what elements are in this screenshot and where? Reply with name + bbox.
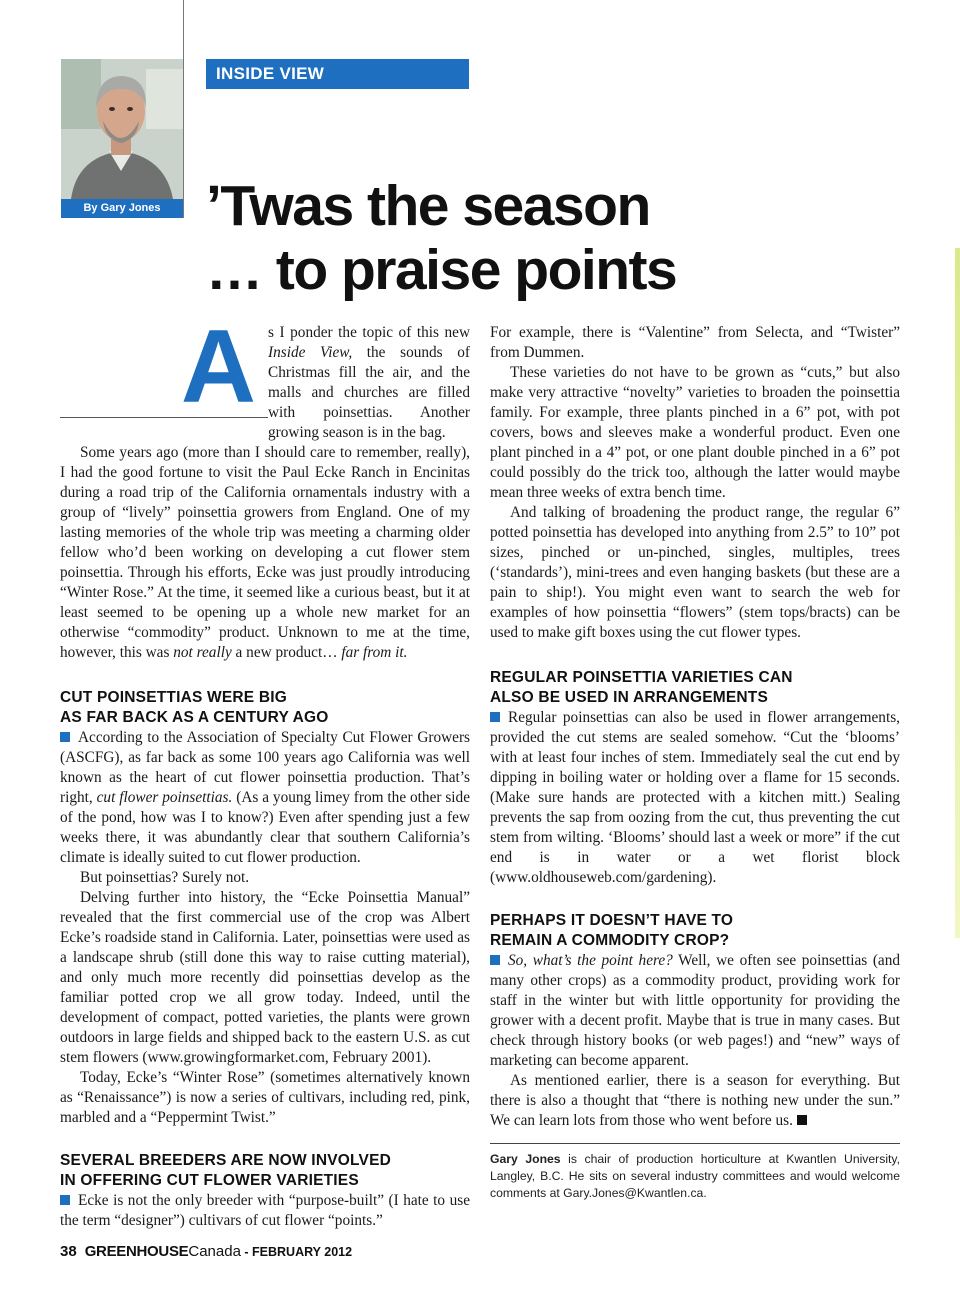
author-photo [61, 59, 183, 199]
headline-line-1: ’Twas the season [206, 174, 650, 238]
s4-italic: So, what’s the point here? [508, 952, 673, 969]
page-number: 38 [60, 1243, 77, 1260]
bio-name: Gary Jones [490, 1152, 561, 1166]
s4-text: Well, we often see poinsettias (and many other crops) as a commodity product, providing work for staff in the winter but with little opportunity for providing the grower with a decent profit. Maybe that is true in many cases. But check through history books (or web pages!) and “new” ways of marketing can become apparent. [490, 952, 901, 1069]
s3-text: Regular poinsettias can also be used in flower arrangements, provided the cut stems are sealed somehow. “Cut the ‘blooms’ with at least four inches of stem. Immediately seal the cut end by dipping in boiling water or holding over a flame for 15 seconds. (Make sure hands are protected with a kitchen mitt.) Sealing prevents the sap from oozing from the cut, thus preventing the cut stem from wilting. ‘Blooms’ should last a week or more” if the cut end is in water or a wet florist block (www.oldhouseweb.com/gardening). [490, 709, 900, 886]
section1-paragraph-3: Delving further into history, the “Ecke Poinsettia Manual” revealed that the first commercial use of the crop was Albert Ecke’s roadside stand in California. Later, poinsettias were used as a landscape shrub (still done this way to raise cutting material), and only much more recently did poinsettias develop as the familiar potted crop we all grow today. Indeed, until the development of compact, potted varieties, the plants were grown outdoors in large fields and shipped back to the eastern U.S. as cut stem flowers (www.growingformarket.com, February 2001). [60, 889, 470, 1066]
issue-date: FEBRUARY 2012 [252, 1245, 353, 1259]
dropcap: A [180, 309, 256, 425]
square-bullet-icon [60, 732, 70, 742]
dropcap-box [60, 309, 268, 425]
square-bullet-icon [490, 955, 500, 965]
section-heading-4 [490, 911, 900, 951]
byline: By Gary Jones [61, 199, 183, 218]
header-divider-line [183, 0, 184, 218]
intro-text: s I ponder the topic of this new [268, 324, 470, 341]
square-bullet-icon [490, 712, 500, 722]
section4-paragraph-1 [490, 951, 900, 1071]
section3-paragraph-1 [490, 708, 900, 888]
heading-line: AS FAR BACK AS A CENTURY AGO [60, 709, 329, 726]
spacer [60, 1128, 470, 1151]
section4-paragraph-2 [490, 1071, 900, 1131]
magazine-name-bold: GREENHOUSE [84, 1243, 189, 1260]
intro-p2-italic-2: far from it. [341, 644, 408, 661]
headline-line-2: … to praise points [206, 238, 677, 302]
heading-line: REGULAR POINSETTIA VARIETIES CAN [490, 669, 793, 686]
s2-text-part-b: For example, there is “Valentine” from Selecta, and “Twister” from Dummen. [490, 324, 900, 361]
section-banner: INSIDE VIEW [206, 59, 469, 89]
intro-italic: Inside View, [268, 344, 353, 361]
heading-line: ALSO BE USED IN ARRANGEMENTS [490, 689, 769, 706]
s1-italic: cut flower poinsettias. [96, 789, 233, 806]
spacer [490, 643, 900, 668]
intro-p2-italic-1: not really [173, 644, 232, 661]
magazine-name-light: Canada [188, 1243, 241, 1260]
page-footer [60, 1243, 352, 1260]
heading-line: SEVERAL BREEDERS ARE NOW INVOLVED [60, 1152, 391, 1169]
spacer [60, 663, 470, 688]
heading-line: REMAIN A COMMODITY CROP? [490, 932, 730, 949]
section1-paragraph-1 [60, 728, 470, 868]
heading-line: PERHAPS IT DOESN’T HAVE TO [490, 912, 734, 929]
article-column-right [490, 323, 900, 1202]
section1-paragraph-2: But poinsettias? Surely not. [80, 869, 250, 886]
s1-text: According to the Association of Specialty Cut Flower Growers (ASCFG), as far back as some 100 years ago California was well known as the heart of cut flower poinsettia production. That’s right, [60, 729, 470, 806]
intro-p2-mid: a new product… [231, 644, 342, 661]
section-heading-3 [490, 668, 900, 708]
s1-text-end: (As a young limey from the other side of the pond, how was I to know?) Even after spending just a few weeks there, it was abundantly clear that southern California’s climate is ideally suited to cut flower production. [60, 789, 470, 866]
s2-text-part-a: Ecke is not the only breeder with “purpose-built” (I hate to use the term “designer”) cultivars of cut flower “points.” [60, 1192, 470, 1229]
section-heading-2 [60, 1151, 470, 1191]
s4-p2-text: As mentioned earlier, there is a season for everything. But there is also a thought that “there is nothing new under the sun.” We can learn lots from those who went before us. [490, 1072, 900, 1129]
section2-paragraph-2: These varieties do not have to be grown as “cuts,” but also make very attractive “novelty” varieties to broaden the poinsettia family. For example, three plants pinched in a 6” pot, with pot covers, bows and sleeves make a wonderful product. Even one plant pinched in a 4” pot, or one plant double pinched in a 6” pot could possibly do the trick too, although the latter would maybe mean three weeks of extra bench time. [490, 364, 900, 501]
section2-paragraph-3: And talking of broadening the product range, the regular 6” potted poinsettia has developed into anything from 2.5” to 10” pot sizes, pinched or un-pinched, singles, multiples, trees (‘standards’), mini-trees and even hanging baskets (but these are a pain to ship!). You might even want to search the web for examples of how poinsettia “flowers” (stem tops/bracts) can be used to make gift boxes using the cut flower types. [490, 504, 900, 641]
article-column-left [60, 309, 470, 1231]
section-heading-1 [60, 688, 470, 728]
author-bio [490, 1151, 900, 1202]
intro-text-end: the sounds of Christmas fill the air, and the malls and churches are filled with poinsettias. Another growing season is in the bag. [268, 344, 470, 441]
end-mark-icon [797, 1115, 807, 1125]
headline [206, 174, 906, 302]
intro-paragraph-2 [60, 443, 470, 663]
intro-p2-text: Some years ago (more than I should care to remember, really), I had the good fortune to visit the Paul Ecke Ranch in Encinitas during a road trip of the California ornamentals industry with a group of “lively” poinsettia growers from England. One of my lasting memories of the whole trip was meeting a charming older fellow who’d been working on developing a cut flower stem poinsettia. Through his efforts, Ecke was just proudly introducing “Winter Rose.” At the time, it seemed like a curious beast, but it at least seemed to be opening up a whole new market for an otherwise “commodity” product. Unknown to me at the time, however, this was [60, 444, 470, 661]
square-bullet-icon [60, 1195, 70, 1205]
heading-line: IN OFFERING CUT FLOWER VARIETIES [60, 1172, 359, 1189]
bio-text: is chair of production horticulture at Kwantlen University, Langley, B.C. He sits on several industry committees and would welcome comments at Gary.Jones@Kwantlen.ca. [490, 1152, 900, 1200]
footer-separator: - [240, 1245, 253, 1259]
bio-divider [490, 1143, 900, 1144]
section2-paragraph-1-start [60, 1191, 470, 1231]
heading-line: CUT POINSETTIAS WERE BIG [60, 689, 287, 706]
section1-paragraph-4: Today, Ecke’s “Winter Rose” (sometimes alternatively known as “Renaissance”) is now a series of cultivars, including red, pink, marbled and a “Peppermint Twist.” [60, 1069, 470, 1126]
page-edge-accent [955, 248, 960, 938]
section2-paragraph-1-cont [490, 323, 900, 363]
spacer [490, 888, 900, 911]
